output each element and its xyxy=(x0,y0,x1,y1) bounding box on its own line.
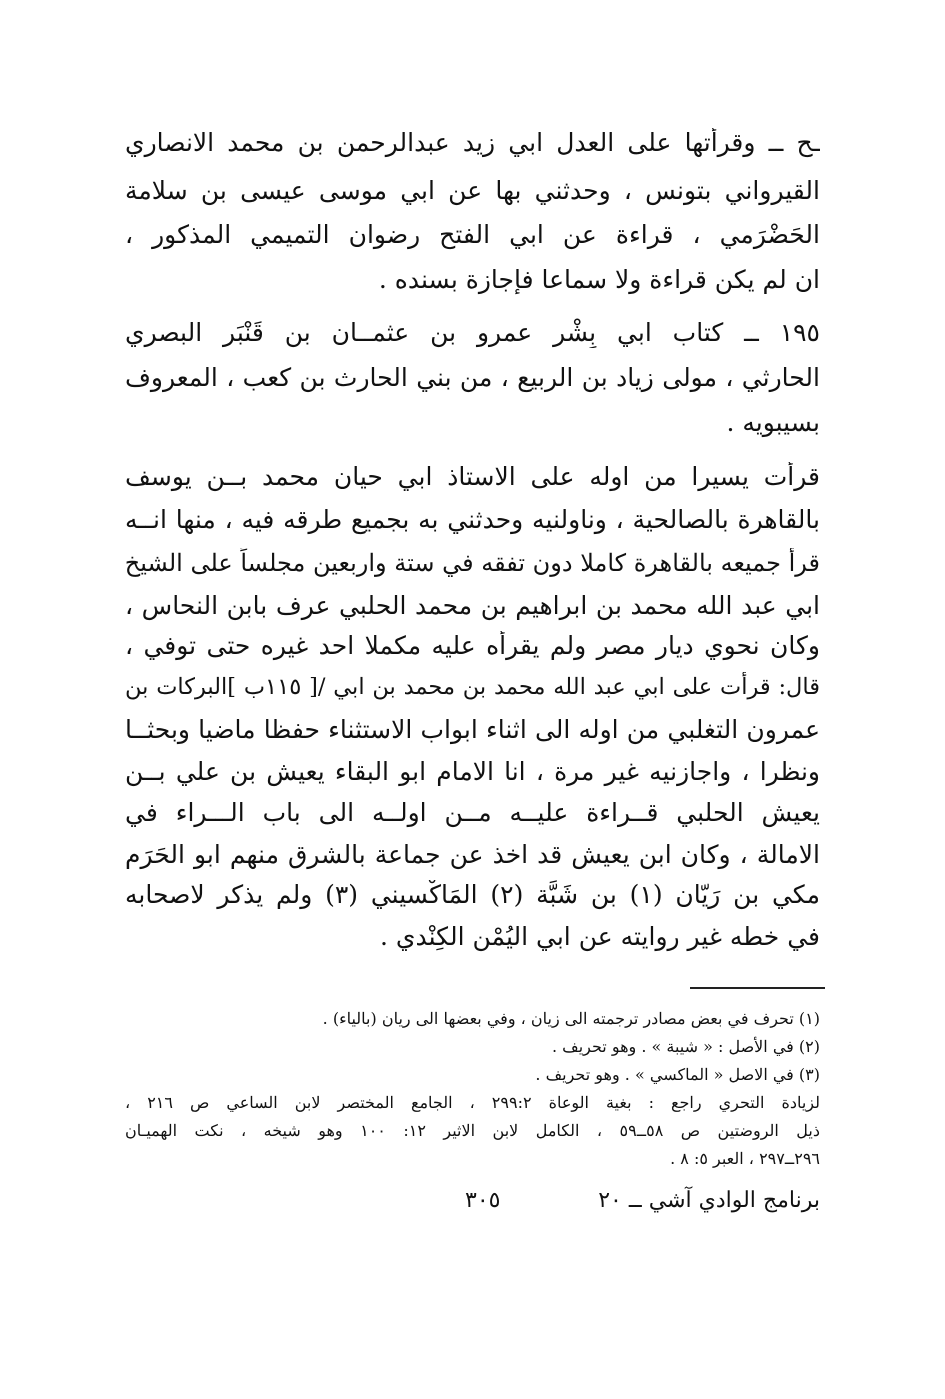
footnote: ٢٩٦ــ٢٩٧ ، العبر ٥: ٨ . xyxy=(670,1149,820,1168)
body-line: قرأ جميعه بالقاهرة كاملا دون تفقه في ستة واربعين مجلساً على الشيخ xyxy=(125,549,820,577)
page-number: ٣٠٥ xyxy=(465,1188,501,1213)
body-line: بالقاهرة بالصالحية ، وناولنيه وحدثني به بجميع طرقه فيه ، منها انــه xyxy=(125,505,820,534)
body-line: مكي بن رَيّان (١) بن شَبَّة (٢) المَاكْسيني (٣) ولم يذكر لاصحابه xyxy=(125,880,820,909)
body-line: ونظرا ، واجازنيه غير مرة ، انا الامام ابو البقاء يعيش بن علي بــن xyxy=(125,757,820,786)
footnote: (٢) في الأصل : « شيبة » . وهو تحريف . xyxy=(551,1037,820,1056)
body-line: بسيبويه . xyxy=(726,408,820,437)
body-line: قال: قرأت على ابي عبد الله محمد بن محمد بن ابي /[ ١١٥ب ]البركات بن xyxy=(125,674,820,700)
body-line: وكان نحوي ديار مصر ولم يقرأه عليه مكملا احد غيره حتى توفي ، xyxy=(125,631,820,660)
body-line: القيرواني بتونس ، وحدثني بها عن ابي موسى عيسى بن سلامة xyxy=(125,176,820,205)
footnote: ذيل الروضتين ص ٥٨ــ٥٩ ، الكامل لابن الاثير ١٢: ١٠٠ وهو شيخه ، نكت الهميـان xyxy=(125,1121,820,1140)
running-footer-title: برنامج الوادي آشي ــ ٢٠ xyxy=(598,1188,820,1213)
body-line: ١٩٥ ــ كتاب ابي بِشْر عمرو بن عثمــان بن قَنْبَر البصري xyxy=(125,318,820,347)
body-line: ابي عبد الله محمد بن ابراهيم بن محمد الحلبي عرف بابن النحاس ، xyxy=(125,591,820,620)
body-line: عمرون التغلبي من اوله الى اثناء ابواب الاستثناء حفظا ماضيا وبحثــا xyxy=(125,715,820,744)
body-line: يعيش الحلبي قــراءة عليــه مــن اولــه الى باب الـــراء في xyxy=(125,798,820,827)
footnote: (٣) في الاصل « الماكسي » . وهو تحريف . xyxy=(535,1065,820,1084)
body-line: الحَضْرَمي ، قراءة عن ابي الفتح رضوان التميمي المذكور ، xyxy=(125,220,820,249)
body-line: الامالة ، وكان ابن يعيش قد اخذ عن جماعة بالشرق منهم ابو الحَرَم xyxy=(125,840,820,869)
body-line: في خطه غير روايته عن ابي اليُمْن الكِنْدي . xyxy=(380,922,820,951)
footnote-separator xyxy=(690,987,825,989)
footnote: (١) تحرف في بعض مصادر ترجمته الى زيان ، وفي بعضها الى ريان (بالياء) . xyxy=(322,1009,820,1028)
body-line: قرأت يسيرا من اوله على الاستاذ ابي حيان محمد بــن يوسف xyxy=(125,462,820,491)
body-line: ـح ــ وقرأتها على العدل ابي زيد عبدالرحمن بن محمد الانصاري xyxy=(125,128,820,157)
body-line: الحارثي ، مولى زياد بن الربيع ، من بني الحارث بن كعب ، المعروف xyxy=(125,363,820,392)
body-line: ان لم يكن قراءة ولا سماعا فإجازة بسنده . xyxy=(378,265,820,294)
footnote: لزيادة التحري راجع : بغية الوعاة ٢٩٩:٢ ، الجامع المختصر لابن الساعي ص ٢١٦ ، xyxy=(125,1093,820,1112)
